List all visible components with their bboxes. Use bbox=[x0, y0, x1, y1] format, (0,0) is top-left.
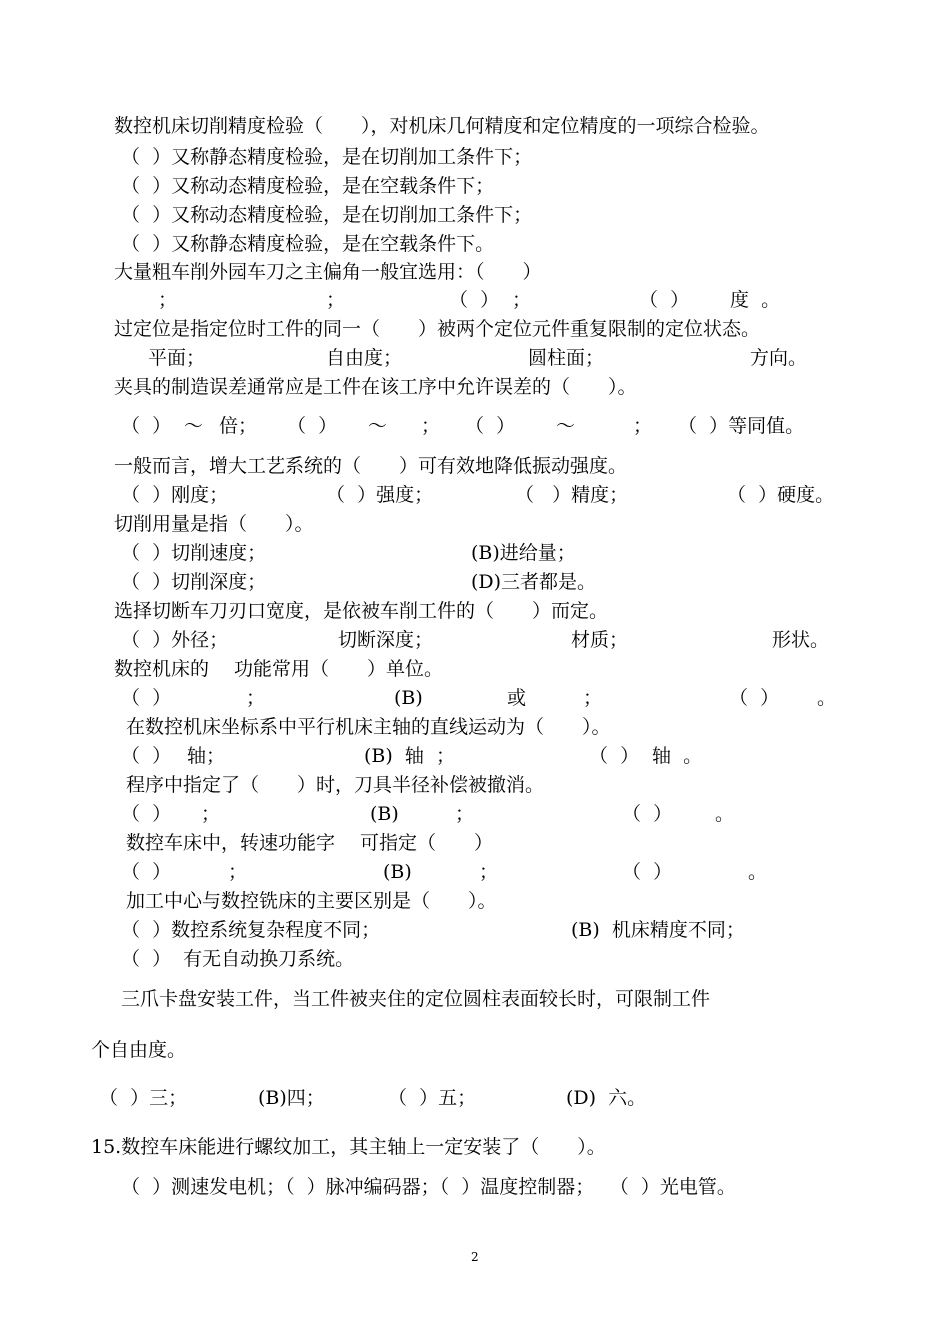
option-text: （ ）数控系统复杂程度不同； bbox=[121, 919, 381, 941]
question-6-options-row1 bbox=[0, 541, 950, 565]
option-text: 或 bbox=[507, 687, 527, 709]
option-text: （ ）刚度； bbox=[121, 484, 229, 506]
option-text: ； bbox=[455, 803, 475, 825]
question-4-options bbox=[0, 414, 950, 438]
option-text: （ ） bbox=[121, 803, 172, 825]
question-5-stem: 一般而言，增大工艺系统的（ ）可有效地降低振动强度。 bbox=[114, 455, 628, 477]
option-text: （ ）硬度。 bbox=[727, 484, 835, 506]
option-text: ～ bbox=[368, 415, 388, 437]
question-7-stem: 选择切断车刀刃口宽度，是依被车削工件的（ ）而定。 bbox=[114, 600, 609, 622]
question-9-options bbox=[0, 744, 950, 768]
option-text: ； bbox=[326, 289, 346, 311]
page-number: 2 bbox=[471, 1250, 479, 1264]
question-1-option-d: （ ）又称静态精度检验，是在空载条件下。 bbox=[121, 233, 495, 255]
question-12-stem: 加工中心与数控铣床的主要区别是（ ）。 bbox=[126, 890, 497, 912]
option-text: 材质； bbox=[571, 629, 629, 651]
option-text: 圆柱面； bbox=[528, 347, 605, 369]
question-10-stem: 程序中指定了（ ）时，刀具半径补偿被撤消。 bbox=[126, 774, 545, 796]
question-1-option-c: （ ）又称动态精度检验，是在切削加工条件下； bbox=[121, 204, 533, 226]
option-text: 倍； bbox=[219, 415, 258, 437]
option-text: 。 bbox=[748, 861, 768, 883]
option-text: （ ） bbox=[639, 289, 690, 311]
option-text: ～ bbox=[184, 415, 204, 437]
question-5-options bbox=[0, 483, 950, 507]
question-6-options-row2 bbox=[0, 570, 950, 594]
question-8-stem: 数控机床的 功能常用（ ）单位。 bbox=[114, 658, 444, 680]
option-text: ； bbox=[583, 687, 603, 709]
option-text: ； bbox=[158, 289, 178, 311]
option-text: （ ）精度； bbox=[515, 484, 629, 506]
option-text: ； bbox=[421, 415, 441, 437]
option-text: 轴 。 bbox=[652, 745, 703, 767]
option-text: （ ） bbox=[121, 861, 172, 883]
option-text: (D)三者都是。 bbox=[471, 571, 597, 593]
question-8-options bbox=[0, 686, 950, 710]
option-text: （ ） bbox=[121, 415, 172, 437]
option-text: ； bbox=[633, 415, 653, 437]
option-text: （ ）三； bbox=[99, 1087, 188, 1109]
question-3-options bbox=[0, 346, 950, 370]
option-text: ； bbox=[228, 861, 248, 883]
option-text: (B) bbox=[394, 687, 423, 709]
option-text: （ ）强度； bbox=[326, 484, 434, 506]
question-12-options-row1 bbox=[0, 918, 950, 942]
question-2-options bbox=[0, 288, 950, 312]
option-text: （ ） bbox=[121, 745, 172, 767]
option-text: (B) 轴 ； bbox=[364, 745, 455, 767]
option-text: （ ）等同值。 bbox=[678, 415, 805, 437]
option-text: (B) 机床精度不同； bbox=[571, 919, 745, 941]
option-text: （ ）外径； bbox=[121, 629, 229, 651]
question-13-options bbox=[0, 1086, 950, 1110]
question-11-options bbox=[0, 860, 950, 884]
option-text: 。 bbox=[715, 803, 735, 825]
option-text: 度 。 bbox=[730, 289, 781, 311]
question-15-stem: 15.数控车床能进行螺纹加工，其主轴上一定安装了（ ）。 bbox=[91, 1136, 606, 1158]
option-text: 方向。 bbox=[750, 347, 808, 369]
question-11-stem: 数控车床中，转速功能字 可指定（ ） bbox=[126, 832, 494, 854]
question-12-option-c: （ ） 有无自动换刀系统。 bbox=[121, 948, 355, 970]
option-text: 切断深度； bbox=[338, 629, 434, 651]
question-10-options bbox=[0, 802, 950, 826]
option-text: 平面； bbox=[148, 347, 206, 369]
option-text: （ ） bbox=[589, 745, 640, 767]
option-text: ； bbox=[201, 803, 221, 825]
question-6-stem: 切削用量是指（ ）。 bbox=[114, 513, 314, 535]
option-text: （ ） bbox=[287, 415, 338, 437]
question-13-stem-continued: 个自由度。 bbox=[91, 1039, 187, 1061]
option-text: ； bbox=[512, 289, 532, 311]
option-text: (B)进给量； bbox=[471, 542, 576, 564]
option-text: 轴； bbox=[187, 745, 226, 767]
option-text: （ ） bbox=[622, 803, 673, 825]
question-4-stem: 夹具的制造误差通常应是工件在该工序中允许误差的（ ）。 bbox=[114, 376, 637, 398]
option-text: （ ） bbox=[622, 861, 673, 883]
question-1-option-b: （ ）又称动态精度检验，是在空载条件下； bbox=[121, 175, 495, 197]
option-text: （ ）切削深度； bbox=[121, 571, 267, 593]
option-text: （ ）切削速度； bbox=[121, 542, 267, 564]
question-13-stem: 三爪卡盘安装工件，当工件被夹住的定位圆柱表面较长时，可限制工件 bbox=[121, 988, 711, 1010]
option-text: (B)四； bbox=[258, 1087, 325, 1109]
option-text: 形状。 bbox=[772, 629, 830, 651]
question-2-stem: 大量粗车削外园车刀之主偏角一般宜选用：（ ） bbox=[114, 261, 542, 283]
option-text: （ ） bbox=[449, 289, 500, 311]
question-3-stem: 过定位是指定位时工件的同一（ ）被两个定位元件重复限制的定位状态。 bbox=[114, 318, 761, 340]
option-text: (B) bbox=[370, 803, 399, 825]
option-text: ； bbox=[246, 687, 266, 709]
question-1-stem: 数控机床切削精度检验（ ），对机床几何精度和定位精度的一项综合检验。 bbox=[114, 115, 770, 137]
option-text: ～ bbox=[556, 415, 576, 437]
question-9-stem: 在数控机床坐标系中平行机床主轴的直线运动为（ ）。 bbox=[126, 716, 611, 738]
option-text: （ ） bbox=[729, 687, 780, 709]
option-text: 自由度； bbox=[326, 347, 403, 369]
option-text: (B) bbox=[383, 861, 412, 883]
option-text: 。 bbox=[817, 687, 837, 709]
question-1-option-a: （ ）又称静态精度检验，是在切削加工条件下； bbox=[121, 146, 533, 168]
option-text: （ ）五； bbox=[388, 1087, 477, 1109]
question-15-options: （ ）测速发电机；（ ）脉冲编码器；（ ）温度控制器； （ ）光电管。 bbox=[121, 1176, 736, 1198]
question-7-options bbox=[0, 628, 950, 652]
option-text: （ ） bbox=[465, 415, 516, 437]
option-text: （ ） bbox=[121, 687, 172, 709]
option-text: ； bbox=[479, 861, 499, 883]
option-text: (D) 六。 bbox=[566, 1087, 647, 1109]
